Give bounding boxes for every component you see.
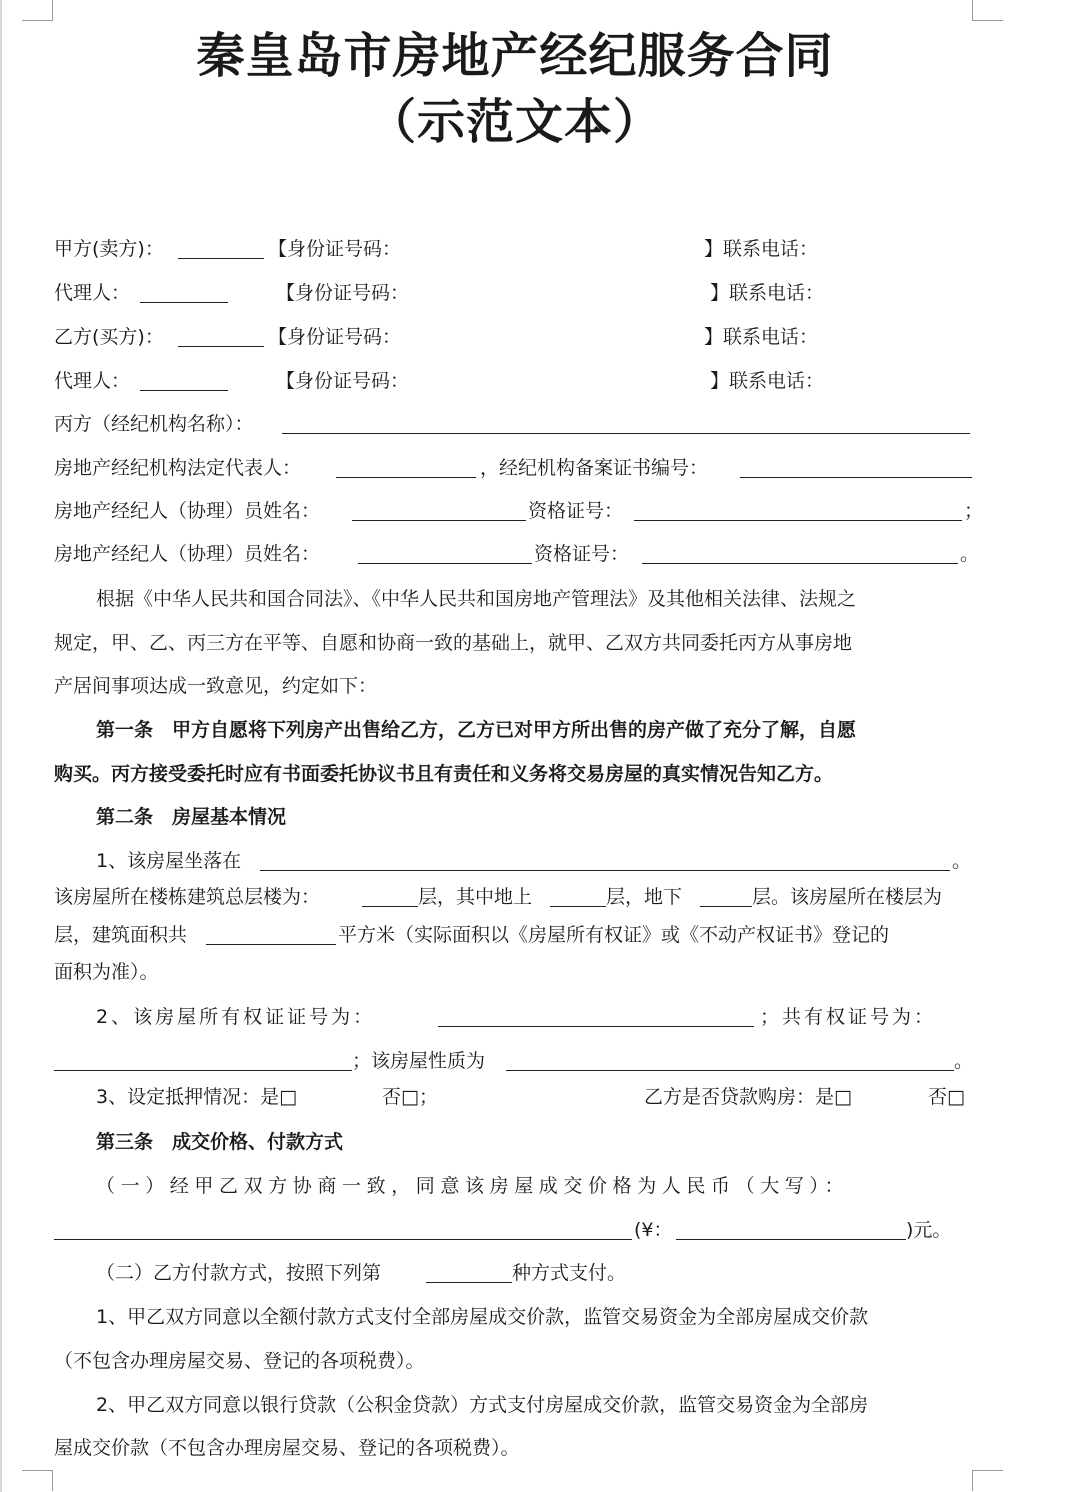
joint-cert-blank[interactable]	[54, 1050, 352, 1071]
area-blank[interactable]	[206, 924, 336, 945]
area-line: 层，建筑面积共 平方米（实际面积以《房屋所有权证》或《不动产权证书》登记的	[54, 924, 890, 946]
property-nature-blank[interactable]	[506, 1050, 954, 1071]
document-subtitle: （示范文本）	[367, 94, 662, 150]
payment-method-line: （二）乙方付款方式，按照下列第 种方式支付。	[96, 1262, 627, 1284]
payment-option-2-line-1: 2、甲乙双方同意以银行贷款（公积金贷款）方式支付房屋成交价款，监管交易资金为全部房	[96, 1394, 869, 1416]
cert-line: 2、该房屋所有权证证号为： ；共有权证号为：	[96, 1006, 937, 1028]
article-3-heading: 第三条 成交价格、付款方式	[96, 1131, 344, 1153]
payment-method-blank[interactable]	[426, 1262, 512, 1283]
crop-mark-top-right	[972, 0, 1003, 21]
loan-yes-checkbox[interactable]: 乙方是否贷款购房：是□	[644, 1086, 852, 1108]
mortgage-no-checkbox[interactable]: 否□；	[382, 1086, 438, 1108]
above-ground-blank[interactable]	[550, 886, 606, 907]
qual-1-blank[interactable]	[634, 500, 962, 521]
price-digits-blank[interactable]	[676, 1219, 906, 1240]
agent-b-line: 代理人： 【身份证号码： 】联系电话：	[54, 370, 825, 392]
payment-option-1-line-2: （不包含办理房屋交易、登记的各项税费）。	[54, 1350, 425, 1372]
below-ground-blank[interactable]	[700, 886, 752, 907]
floors-line: 该房屋所在楼栋建筑总层楼为： 层，其中地上 层，地下 层。该房屋所在楼层为	[54, 886, 943, 908]
legal-rep-blank[interactable]	[336, 457, 476, 478]
cert-no-blank[interactable]	[438, 1006, 754, 1027]
party-a-line: 甲方(卖方)： 【身份证号码： 】联系电话：	[54, 238, 819, 260]
crop-mark-bottom-right	[972, 1470, 1003, 1491]
document-title: 秦皇岛市房地产经纪服务合同	[196, 28, 834, 84]
filing-no-blank[interactable]	[740, 457, 972, 478]
broker-1-line: 房地产经纪人（协理）员姓名： 资格证号： ；	[54, 500, 984, 522]
broker-2-line: 房地产经纪人（协理）员姓名： 资格证号： 。	[54, 543, 980, 565]
price-line: （一）经甲乙双方协商一致，同意该房屋成交价格为人民币（大写）：	[96, 1175, 850, 1197]
intro-line-3: 产居间事项达成一致意见，约定如下：	[54, 675, 378, 697]
payment-option-1-line-1: 1、甲乙双方同意以全额付款方式支付全部房屋成交价款，监管交易资金为全部房屋成交价款	[96, 1306, 869, 1328]
party-a-blank[interactable]	[178, 238, 264, 259]
total-floors-blank[interactable]	[362, 886, 418, 907]
article-2-heading: 第二条 房屋基本情况	[96, 806, 287, 828]
intro-line-2: 规定，甲、乙、丙三方在平等、自愿和协商一致的基础上，就甲、乙双方共同委托丙方从事房地	[54, 632, 853, 654]
payment-option-2-line-2: 屋成交价款（不包含办理房屋交易、登记的各项税费）。	[54, 1437, 520, 1459]
agent-a-blank[interactable]	[140, 282, 228, 303]
page-edge	[0, 0, 2, 1492]
crop-mark-bottom-left	[22, 1470, 53, 1491]
mortgage-line	[54, 1082, 974, 1112]
party-b-line: 乙方(买方)： 【身份证号码： 】联系电话：	[54, 326, 819, 348]
agent-b-blank[interactable]	[140, 370, 228, 391]
intro-line-1: 根据《中华人民共和国合同法》、《中华人民共和国房地产管理法》及其他相关法律、法规之	[96, 588, 857, 610]
article-1-line-2: 购买。丙方接受委托时应有书面委托协议书且有责任和义务将交易房屋的真实情况告知乙方。	[54, 763, 834, 785]
area-line-2: 面积为准）。	[54, 961, 159, 983]
crop-mark-top-left	[22, 0, 53, 21]
party-c-line: 丙方（经纪机构名称）：	[54, 409, 974, 439]
loan-no-checkbox[interactable]: 否□	[928, 1086, 965, 1108]
agent-a-line: 代理人： 【身份证号码： 】联系电话：	[54, 282, 825, 304]
party-b-blank[interactable]	[178, 326, 264, 347]
nature-line: ；该房屋性质为 。	[54, 1046, 974, 1076]
legal-rep-line: 房地产经纪机构法定代表人： ，经纪机构备案证书编号：	[54, 453, 974, 483]
price-amount-line: (¥： )元。	[54, 1215, 974, 1245]
broker-1-blank[interactable]	[352, 500, 526, 521]
article-1-line-1: 第一条 甲方自愿将下列房产出售给乙方，乙方已对甲方所出售的房产做了充分了解，自愿	[96, 719, 857, 741]
mortgage-yes-checkbox[interactable]: 3、设定抵押情况：是□	[96, 1086, 298, 1108]
location-blank[interactable]	[260, 850, 950, 871]
price-words-blank[interactable]	[54, 1219, 632, 1240]
qual-2-blank[interactable]	[642, 543, 958, 564]
party-c-blank[interactable]	[282, 413, 970, 434]
broker-2-blank[interactable]	[358, 543, 532, 564]
location-line: 1、该房屋坐落在 。	[96, 850, 972, 872]
